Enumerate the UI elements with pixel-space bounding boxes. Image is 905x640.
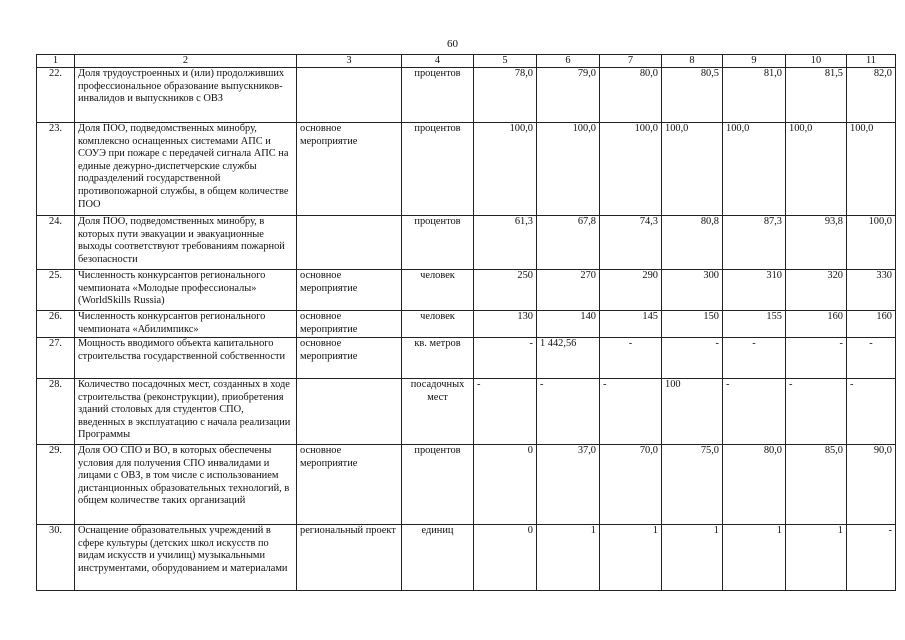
table-row <box>37 525 896 591</box>
indicators-table <box>36 54 896 591</box>
column-header: 7 <box>600 55 662 68</box>
unit: единиц <box>402 525 474 591</box>
value-cell: 78,0 <box>474 68 537 123</box>
column-header: 10 <box>786 55 847 68</box>
activity-type: основное мероприятие <box>297 270 402 311</box>
indicator-name: Доля трудоустроенных и (или) продолживших профессиональное образование выпускников-инвалидов и выпускников с ОВЗ <box>75 68 297 123</box>
table-row <box>37 338 896 379</box>
value-cell: 100,0 <box>662 123 723 216</box>
unit: процентов <box>402 216 474 270</box>
indicator-name: Оснащение образовательных учреждений в сфере культуры (детских школ искусств по видам искусств и училищ) музыкальными инструментами, оборудованием и материалами <box>75 525 297 591</box>
indicator-name: Доля ПОО, подведомственных минобру, в которых пути эвакуации и эвакуационные выходы соответствуют требованиям пожарной безопасности <box>75 216 297 270</box>
table-row <box>37 123 896 216</box>
row-number: 24. <box>37 216 75 270</box>
indicator-name: Мощность вводимого объекта капитального строительства государственной собственности <box>75 338 297 379</box>
value-cell: 75,0 <box>662 445 723 525</box>
value-cell: 80,0 <box>600 68 662 123</box>
value-cell: 81,5 <box>786 68 847 123</box>
value-cell: 81,0 <box>723 68 786 123</box>
value-cell: 80,8 <box>662 216 723 270</box>
value-cell: 82,0 <box>847 68 896 123</box>
value-cell: - <box>537 379 600 445</box>
table-row <box>37 445 896 525</box>
value-cell: 1 442,56 <box>537 338 600 379</box>
value-cell: 37,0 <box>537 445 600 525</box>
value-cell: 87,3 <box>723 216 786 270</box>
column-header: 2 <box>75 55 297 68</box>
row-number: 28. <box>37 379 75 445</box>
value-cell: - <box>847 525 896 591</box>
value-cell: - <box>474 379 537 445</box>
value-cell: 1 <box>600 525 662 591</box>
value-cell: 150 <box>662 311 723 338</box>
value-cell: 310 <box>723 270 786 311</box>
unit: процентов <box>402 68 474 123</box>
value-cell: 90,0 <box>847 445 896 525</box>
activity-type <box>297 379 402 445</box>
value-cell: 100,0 <box>786 123 847 216</box>
column-header: 3 <box>297 55 402 68</box>
value-cell: 160 <box>847 311 896 338</box>
activity-type <box>297 68 402 123</box>
table-row <box>37 379 896 445</box>
activity-type: региональный проект <box>297 525 402 591</box>
activity-type: основное мероприятие <box>297 311 402 338</box>
value-cell: 0 <box>474 445 537 525</box>
value-cell: - <box>786 338 847 379</box>
value-cell: 1 <box>662 525 723 591</box>
value-cell: 80,5 <box>662 68 723 123</box>
indicator-name: Доля ОО СПО и ВО, в которых обеспечены условия для получения СПО инвалидами и лицами с ОВЗ, в том числе с использованием дистанционных образовательных технологий, в общем количестве таких организаций <box>75 445 297 525</box>
value-cell: - <box>847 379 896 445</box>
column-header: 9 <box>723 55 786 68</box>
column-header: 1 <box>37 55 75 68</box>
unit: кв. метров <box>402 338 474 379</box>
unit: человек <box>402 311 474 338</box>
value-cell: 300 <box>662 270 723 311</box>
value-cell: 160 <box>786 311 847 338</box>
value-cell: - <box>723 338 786 379</box>
row-number: 27. <box>37 338 75 379</box>
value-cell: 80,0 <box>723 445 786 525</box>
value-cell: 1 <box>723 525 786 591</box>
value-cell: - <box>786 379 847 445</box>
row-number: 22. <box>37 68 75 123</box>
column-header: 4 <box>402 55 474 68</box>
value-cell: - <box>723 379 786 445</box>
row-number: 23. <box>37 123 75 216</box>
value-cell: 130 <box>474 311 537 338</box>
indicator-name: Количество посадочных мест, созданных в ходе строительства (реконструкции), приобретения зданий столовых для студентов СПО, введенных в эксплуатацию с начала реализации Программы <box>75 379 297 445</box>
activity-type: основное мероприятие <box>297 123 402 216</box>
table-row <box>37 311 896 338</box>
indicator-name: Численность конкурсантов регионального чемпионата «Абилимпикс» <box>75 311 297 338</box>
row-number: 29. <box>37 445 75 525</box>
value-cell: 250 <box>474 270 537 311</box>
value-cell: 100 <box>662 379 723 445</box>
value-cell: 67,8 <box>537 216 600 270</box>
value-cell: 320 <box>786 270 847 311</box>
unit: процентов <box>402 123 474 216</box>
value-cell: - <box>474 338 537 379</box>
row-number: 25. <box>37 270 75 311</box>
value-cell: 155 <box>723 311 786 338</box>
activity-type <box>297 216 402 270</box>
value-cell: 290 <box>600 270 662 311</box>
value-cell: 61,3 <box>474 216 537 270</box>
indicator-name: Доля ПОО, подведомственных минобру, комплексно оснащенных системами АПС и СОУЭ при пожаре с передачей сигнала АПС на единые дежурно-диспетчерские службы подразделений государственной противопожарной службы, в общем количестве ПОО <box>75 123 297 216</box>
activity-type: основное мероприятие <box>297 338 402 379</box>
value-cell: 74,3 <box>600 216 662 270</box>
page-number: 60 <box>447 38 458 50</box>
value-cell: 0 <box>474 525 537 591</box>
value-cell: - <box>600 338 662 379</box>
value-cell: 100,0 <box>847 123 896 216</box>
value-cell: - <box>600 379 662 445</box>
indicator-name: Численность конкурсантов регионального чемпионата «Молодые профессионалы» (WorldSkills Russia) <box>75 270 297 311</box>
column-header: 5 <box>474 55 537 68</box>
value-cell: 100,0 <box>537 123 600 216</box>
activity-type: основное мероприятие <box>297 445 402 525</box>
value-cell: 100,0 <box>847 216 896 270</box>
unit: человек <box>402 270 474 311</box>
value-cell: 1 <box>537 525 600 591</box>
row-number: 30. <box>37 525 75 591</box>
column-header: 8 <box>662 55 723 68</box>
value-cell: - <box>662 338 723 379</box>
value-cell: 270 <box>537 270 600 311</box>
value-cell: 100,0 <box>474 123 537 216</box>
value-cell: 145 <box>600 311 662 338</box>
value-cell: 79,0 <box>537 68 600 123</box>
value-cell: 330 <box>847 270 896 311</box>
column-numbers-row <box>37 55 896 68</box>
value-cell: 100,0 <box>600 123 662 216</box>
unit: процентов <box>402 445 474 525</box>
unit: посадочных мест <box>402 379 474 445</box>
value-cell: 100,0 <box>723 123 786 216</box>
column-header: 6 <box>537 55 600 68</box>
value-cell: 85,0 <box>786 445 847 525</box>
value-cell: 70,0 <box>600 445 662 525</box>
column-header: 11 <box>847 55 896 68</box>
table-row <box>37 216 896 270</box>
value-cell: 1 <box>786 525 847 591</box>
table-row <box>37 68 896 123</box>
value-cell: 93,8 <box>786 216 847 270</box>
row-number: 26. <box>37 311 75 338</box>
value-cell: - <box>847 338 896 379</box>
table-row <box>37 270 896 311</box>
value-cell: 140 <box>537 311 600 338</box>
